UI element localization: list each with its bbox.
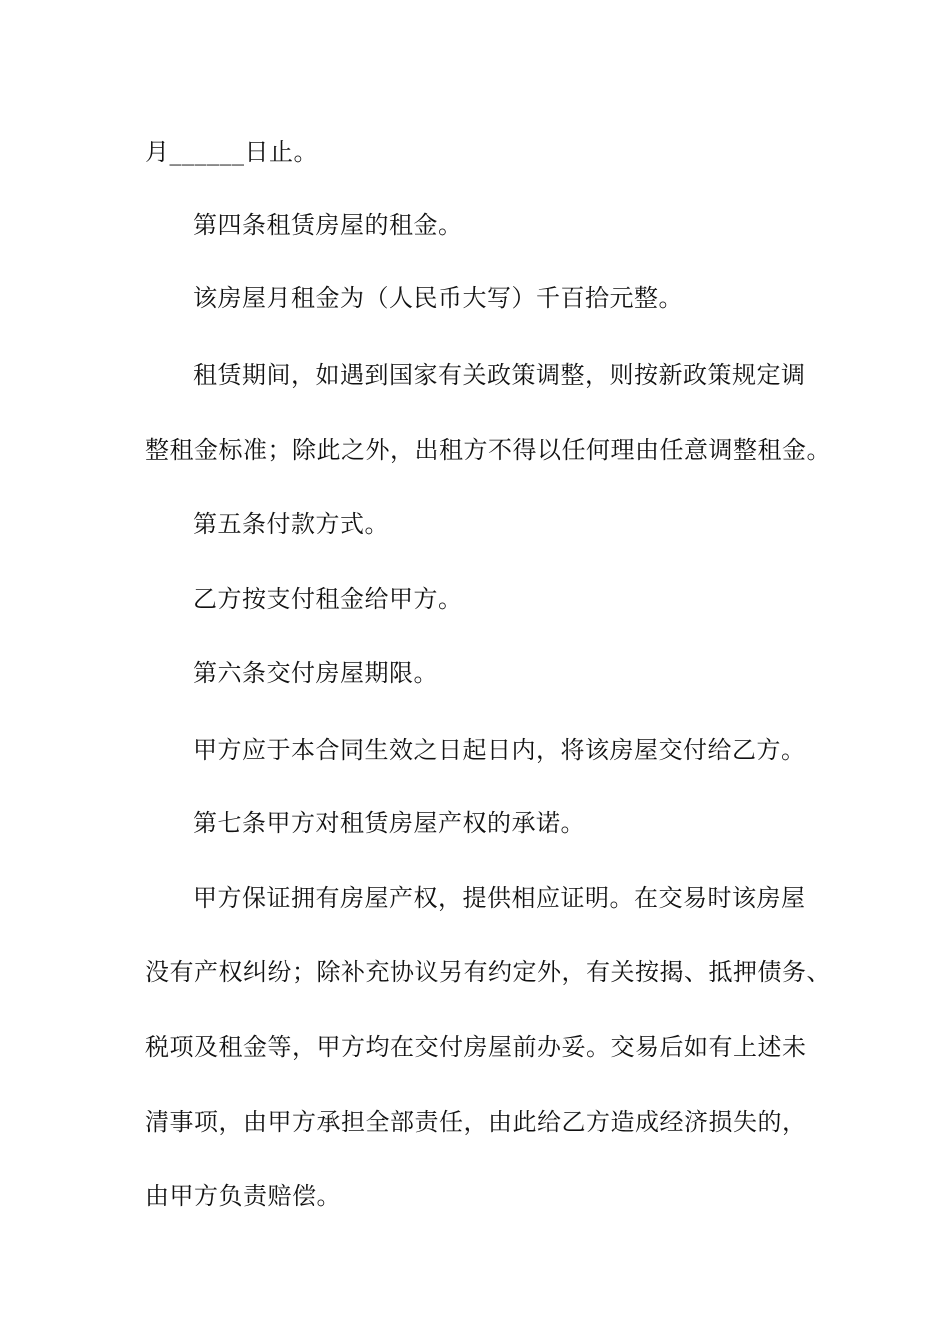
text-line: 租赁期间，如遇到国家有关政策调整，则按新政策规定调 [193,361,806,389]
text-line: 清事项，由甲方承担全部责任，由此给乙方造成经济损失的， [145,1108,807,1136]
article-6-heading: 第六条交付房屋期限。 [193,659,438,687]
text-line: 由甲方负责赔偿。 [145,1182,341,1210]
text-line: 税项及租金等，甲方均在交付房屋前办妥。交易后如有上述未 [145,1033,807,1061]
article-5-heading: 第五条付款方式。 [193,510,389,538]
text-line: 甲方应于本合同生效之日起日内，将该房屋交付给乙方。 [193,736,806,764]
text-line: 乙方按支付租金给甲方。 [193,585,463,613]
text-line-continuation: 月______日止。 [145,138,318,166]
text-line: 没有产权纠纷；除补充协议另有约定外，有关按揭、抵押债务、 [145,958,831,986]
text-line: 甲方保证拥有房屋产权，提供相应证明。在交易时该房屋 [193,884,806,912]
article-4-heading: 第四条租赁房屋的租金。 [193,211,463,239]
article-7-heading: 第七条甲方对租赁房屋产权的承诺。 [193,809,585,837]
text-line: 整租金标准；除此之外，出租方不得以任何理由任意调整租金。 [145,436,831,464]
text-line: 该房屋月租金为（人民币大写）千百拾元整。 [193,284,683,312]
